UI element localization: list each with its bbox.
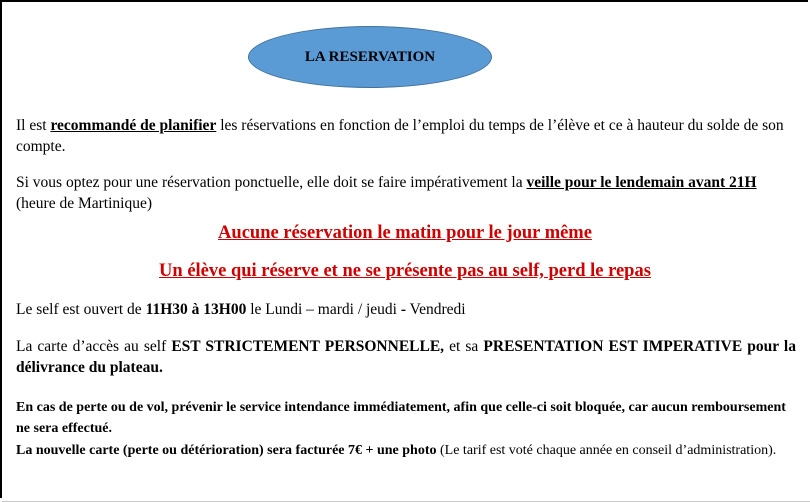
- planning-emphasis: recommandé de planifier: [50, 117, 217, 134]
- warning-same-day: Aucune réservation le matin pour le jour même: [218, 223, 592, 243]
- card-personal: EST STRICTEMENT PERSONNELLE,: [171, 338, 445, 355]
- new-card-price: La nouvelle carte (perte ou détérioration) sera facturée 7€ + une photo: [16, 443, 437, 458]
- card-text-1: La carte d’accès au self: [16, 338, 172, 355]
- hours-days: le Lundi – mardi / jeudi: [246, 301, 401, 318]
- paragraph-access-card: [16, 336, 796, 378]
- hours-friday: Vendredi: [406, 301, 466, 318]
- paragraph-new-card: [16, 440, 796, 461]
- title-ellipse: [248, 26, 492, 88]
- card-text-2: et sa: [444, 338, 484, 355]
- ponctuelle-text-2: (heure de Martinique): [16, 195, 152, 212]
- warning-no-show: Un élève qui réserve et ne se présente pas au self, perd le repas: [159, 261, 651, 281]
- paragraph-ponctuelle: [16, 172, 796, 214]
- hours-text-1: Le self est ouvert de: [16, 301, 146, 318]
- planning-text-2: les réservations en fonction de l’emploi du temps de l’élève et ce à hauteur du solde de son compte.: [16, 117, 784, 155]
- planning-text-1: Il est: [16, 117, 51, 134]
- hours-dash: -: [400, 301, 407, 318]
- paragraph-planning: [16, 115, 796, 157]
- ponctuelle-text-1: Si vous optez pour une réservation ponctuelle, elle doit se faire impérativement la: [16, 174, 527, 191]
- hours-range: 11H30 à 13H00: [145, 301, 247, 318]
- card-presentation: PRESENTATION EST IMPERATIVE pour la délivrance du plateau.: [16, 338, 796, 376]
- ponctuelle-deadline: veille pour le lendemain avant 21H: [526, 174, 757, 191]
- page-title: LA RESERVATION: [304, 48, 436, 65]
- paragraph-opening-hours: [16, 299, 796, 320]
- new-card-note: (Le tarif est voté chaque année en conseil d’administration).: [436, 443, 777, 458]
- paragraph-loss: En cas de perte ou de vol, prévenir le service intendance immédiatement, afin que celle-ci soit bloquée, car aucun remboursement ne sera effectué.: [16, 400, 786, 436]
